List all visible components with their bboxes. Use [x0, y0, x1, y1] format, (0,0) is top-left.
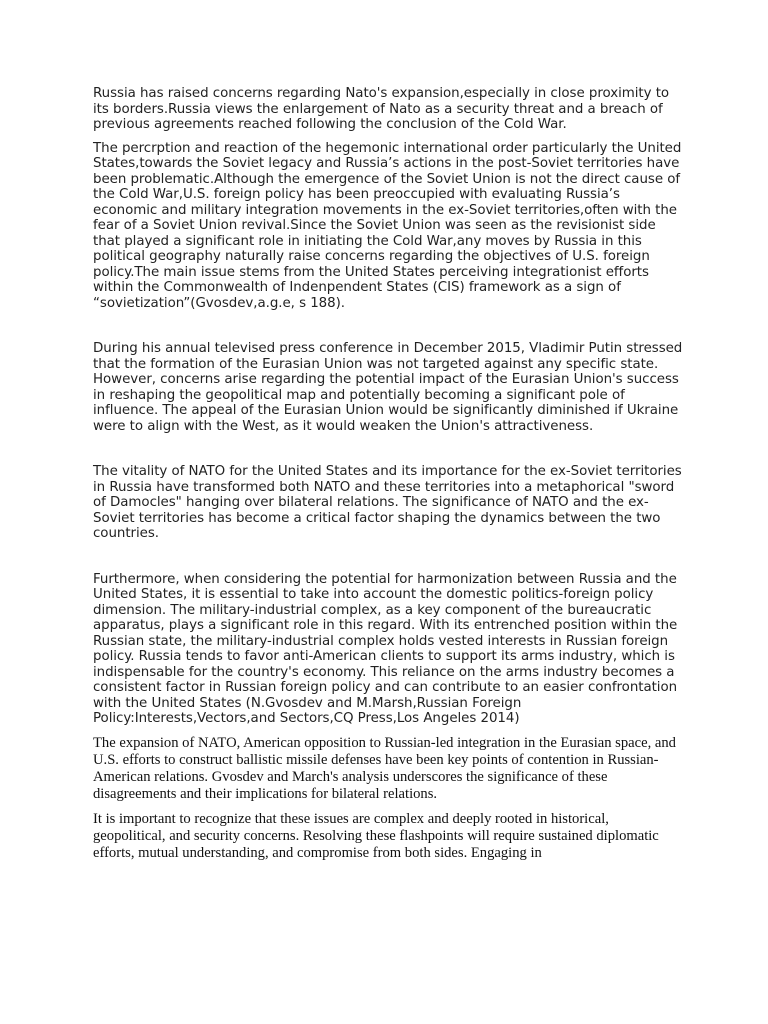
paragraph-complex-issues: It is important to recognize that these issues are complex and deeply rooted in historical, geopolitical, and security concerns. Resolving these flashpoints will require sustained diplomatic efforts, mutual understanding, and compromise from both sides. Engaging in [93, 810, 659, 861]
paragraph-nato-vitality: The vitality of NATO for the United States and its importance for the ex-Soviet territories in Russia have transformed both NATO and these territories into a metaphorical "sword of Damocles" hanging over bilateral relations. The significance of NATO and the ex-Soviet territories has become a critical factor shaping the dynamics between the two countries. [93, 464, 682, 541]
paragraph-military-industrial-complex: Furthermore, when considering the potential for harmonization between Russia and the United States, it is essential to take into account the domestic politics-foreign policy dimension. The military-industrial complex, as a key component of the bureaucratic apparatus, plays a significant role in this regard. With its entrenched position within the Russian state, the military-industrial complex holds vested interests in Russian foreign policy. Russia tends to favor anti-American clients to support its arms industry, which is indispensable for the country's economy. This reliance on the arms industry becomes a consistent factor in Russian foreign policy and can contribute to an easier confrontation with the United States (N.Gvosdev and M.Marsh,Russian Foreign Policy:Interests,Vectors,and Sectors,CQ Press,Los Angeles 2014) [93, 571, 678, 726]
paragraph-nato-expansion: Russia has raised concerns regarding Nato's expansion,especially in close proximity to its borders.Russia views the enlargement of Nato as a security threat and a breach of previous agreements reached following the conclusion of the Cold War. [93, 86, 670, 132]
paragraph-contention-points: The expansion of NATO, American opposition to Russian-led integration in the Eurasian space, and U.S. efforts to construct ballistic missile defenses have been key points of contention in Russian-American relations. Gvosdev and March's analysis underscores the significance of these disagreements and their implications for bilateral relations. [93, 734, 676, 802]
paragraph-hegemonic-order: The percrption and reaction of the hegemonic international order particularly the United States,towards the Soviet legacy and Russia’s actions in the post-Soviet territories have been problematic.Although the emergence of the Soviet Union is not the direct cause of the Cold War,U.S. foreign policy has been preoccupied with evaluating Russia’s economic and military integration movements in the ex-Soviet territories,often with the fear of a Soviet Union revival.Since the Soviet Union was seen as the revisionist side that played a significant role in initiating the Cold War,any moves by Russia in this political geography naturally raise concerns regarding the objectives of U.S. foreign policy.The main issue stems from the United States perceiving integrationist efforts within the Commonwealth of Indenpendent States (CIS) framework as a sign of “sovietization”(Gvosdev,a.g.e, s 188). [93, 140, 682, 311]
document-page [93, 86, 683, 870]
paragraph-putin-press-conference: During his annual televised press conference in December 2015, Vladimir Putin stressed that the formation of the Eurasian Union was not targeted against any specific state. However, concerns arise regarding the potential impact of the Eurasian Union's success in reshaping the geopolitical map and potentially becoming a significant pole of influence. The appeal of the Eurasian Union would be significantly diminished if Ukraine were to align with the West, as it would weaken the Union's attractiveness. [93, 341, 683, 434]
